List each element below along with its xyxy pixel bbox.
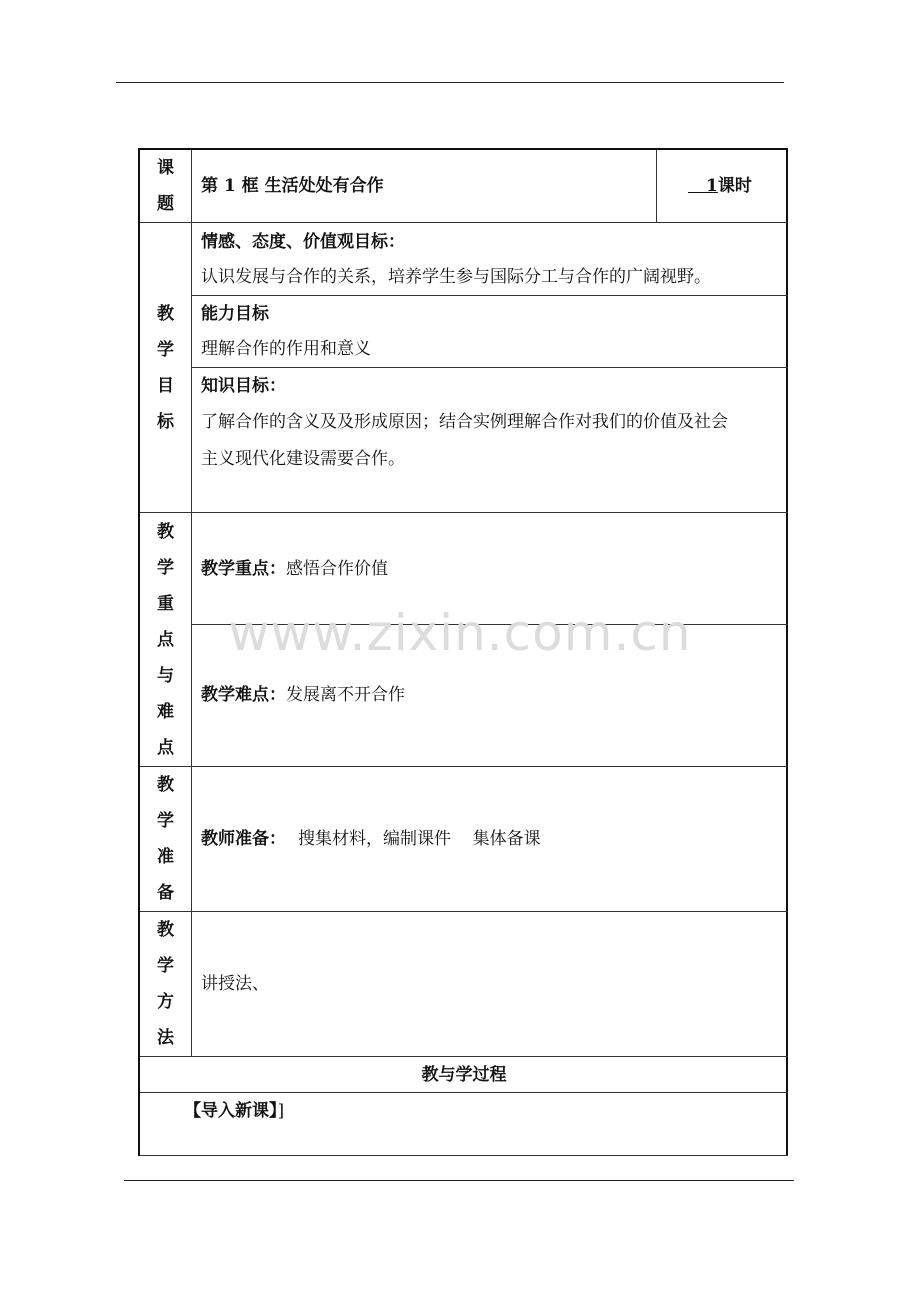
column-divider (656, 150, 657, 222)
emotion-heading: 情感、态度、价值观目标： (201, 232, 405, 252)
focus-text: 感悟合作价值 (286, 559, 388, 579)
ability-text: 理解合作的作用和意义 (201, 339, 371, 359)
header-rule (116, 82, 784, 83)
footer-rule (124, 1180, 794, 1181)
row-divider (191, 624, 788, 625)
row-divider (140, 512, 788, 513)
intro-tail: ] (277, 1101, 285, 1121)
method-text: 讲授法、 (201, 974, 269, 994)
topic-label (140, 150, 191, 222)
label-char: 方 (157, 992, 174, 1012)
label-char: 课 (157, 158, 174, 178)
period-blank (688, 174, 706, 193)
label-char: 教 (157, 775, 174, 795)
process-heading: 教与学过程 (421, 1065, 507, 1085)
label-char: 学 (157, 956, 174, 976)
intro-label: 【导入新课】 (184, 1101, 278, 1121)
preparation-row (201, 821, 541, 857)
label-char: 目 (157, 376, 174, 396)
focus-row (201, 551, 388, 587)
label-char: 教 (157, 522, 174, 542)
label-char: 点 (157, 738, 174, 758)
label-char: 标 (157, 412, 174, 432)
label-char: 备 (157, 883, 174, 903)
row-divider (140, 222, 788, 223)
period-count (688, 168, 752, 204)
difficulty-row (201, 677, 405, 713)
ability-heading: 能力目标 (201, 304, 269, 324)
label-char: 法 (157, 1028, 174, 1048)
emotion-text: 认识发展与合作的关系，培养学生参与国际分工与合作的广阔视野。 (201, 267, 711, 287)
label-char: 准 (157, 847, 174, 867)
period-unit: 课时 (717, 176, 752, 196)
row-divider (191, 295, 788, 296)
column-divider (191, 150, 192, 1056)
difficulty-label: 教学难点： (201, 685, 286, 705)
label-char: 学 (157, 558, 174, 578)
label-char: 与 (157, 666, 174, 686)
label-char: 难 (157, 702, 174, 722)
label-char: 教 (157, 920, 174, 940)
label-char: 学 (157, 811, 174, 831)
label-char: 题 (157, 194, 174, 214)
topic-title: 第 1 框 生活处处有合作 (201, 176, 384, 196)
preparation-heading: 教师准备： (201, 829, 286, 849)
label-char: 重 (157, 594, 174, 614)
watermark-text: www.zixin.com.cn (228, 604, 692, 662)
row-divider (140, 911, 788, 912)
preparation-label (140, 767, 191, 911)
preparation-text: 搜集材料，编制课件 集体备课 (298, 829, 541, 849)
focus-label: 教学重点： (201, 559, 286, 579)
label-char: 学 (157, 340, 174, 360)
row-divider (140, 766, 788, 767)
label-char: 点 (157, 630, 174, 650)
label-char: 教 (157, 304, 174, 324)
knowledge-text-line2: 主义现代化建设需要合作。 (201, 449, 405, 469)
keypoints-label (140, 514, 191, 766)
method-label (140, 912, 191, 1056)
knowledge-text-line1: 了解合作的含义及及形成原因；结合实例理解合作对我们的价值及社会 (201, 412, 728, 432)
intro-row (184, 1093, 284, 1129)
period-number: 1 (706, 176, 718, 196)
knowledge-heading: 知识目标： (201, 376, 286, 396)
objectives-label (140, 296, 191, 440)
row-divider (140, 1155, 788, 1156)
difficulty-text: 发展离不开合作 (286, 685, 405, 705)
